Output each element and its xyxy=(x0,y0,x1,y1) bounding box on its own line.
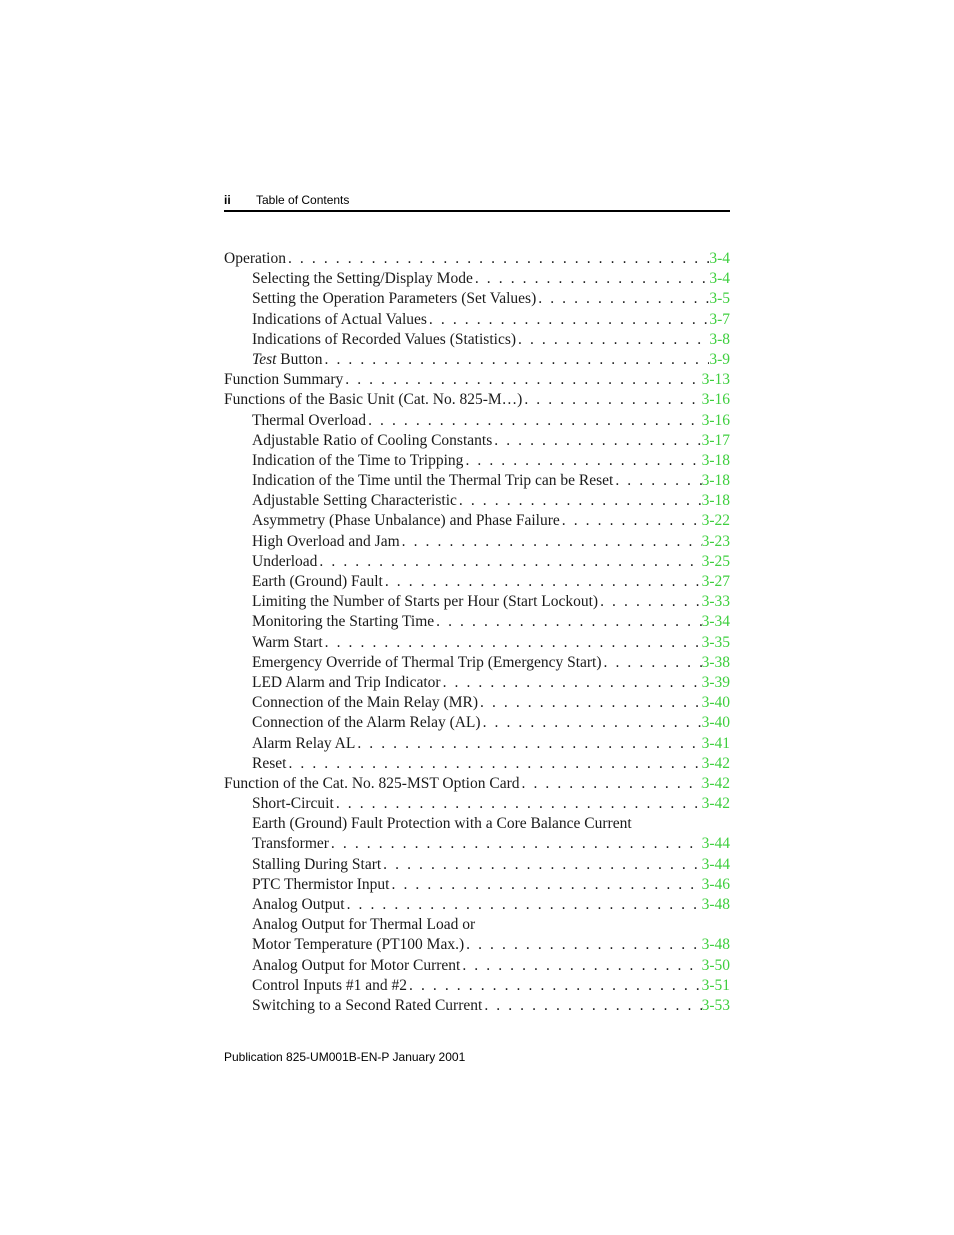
toc-page-link[interactable]: 3-7 xyxy=(709,310,730,328)
toc-page-link[interactable]: 3-17 xyxy=(701,431,730,449)
toc-entry[interactable] xyxy=(224,249,730,269)
dot-leader xyxy=(492,431,701,451)
toc-entry-title: PTC Thermistor Input xyxy=(252,875,390,893)
toc-page-link[interactable]: 3-44 xyxy=(701,855,730,873)
toc-entry[interactable] xyxy=(224,552,730,572)
toc-entry-title: Transformer xyxy=(252,835,329,853)
dot-leader xyxy=(473,269,709,289)
dot-leader xyxy=(317,552,701,572)
toc-entry-title: Stalling During Start xyxy=(252,855,382,873)
toc-page-link[interactable]: 3-53 xyxy=(701,996,730,1014)
toc-entry-title: Operation xyxy=(224,250,286,267)
toc-page-link[interactable]: 3-38 xyxy=(701,653,730,671)
toc-entry[interactable] xyxy=(224,532,730,552)
toc-entry-title: Motor Temperature (PT100 Max.) xyxy=(252,936,465,954)
toc-entry[interactable] xyxy=(224,471,730,491)
toc-entry-title: Function Summary xyxy=(224,371,344,389)
dot-leader xyxy=(481,713,702,733)
toc-entry[interactable] xyxy=(224,834,730,854)
toc-entry xyxy=(224,915,730,935)
dot-leader xyxy=(434,612,701,632)
toc-entry-title: Adjustable Setting Characteristic xyxy=(252,492,457,510)
toc-entry[interactable] xyxy=(224,572,730,592)
toc-entry-title: Thermal Overload xyxy=(252,411,367,429)
toc-entry[interactable] xyxy=(224,693,730,713)
toc-page-link[interactable]: 3-35 xyxy=(701,633,730,651)
toc-entry-title: Adjustable Ratio of Cooling Constants xyxy=(252,431,493,449)
toc-entry[interactable] xyxy=(224,431,730,451)
toc-entry[interactable] xyxy=(224,734,730,754)
toc-entry[interactable] xyxy=(224,713,730,733)
toc-entry-title: Switching to a Second Rated Current xyxy=(252,996,483,1014)
toc-entry-title: Indication of the Time to Tripping xyxy=(252,451,464,469)
toc-entry-title: Connection of the Main Relay (MR) xyxy=(252,694,478,712)
dot-leader xyxy=(400,532,702,552)
dot-leader xyxy=(478,693,702,713)
toc-entry-title-italic: Test xyxy=(252,350,277,368)
toc-entry-title: Indications of Actual Values xyxy=(252,310,427,328)
toc-entry[interactable] xyxy=(224,390,730,410)
toc-page-link[interactable]: 3-51 xyxy=(701,976,730,994)
toc-page-link[interactable]: 3-39 xyxy=(701,673,730,691)
toc-page-link[interactable]: 3-9 xyxy=(709,350,730,368)
toc-page-link[interactable]: 3-42 xyxy=(701,795,730,813)
toc-entry[interactable] xyxy=(224,491,730,511)
dot-leader xyxy=(355,734,701,754)
toc-entry[interactable] xyxy=(224,511,730,531)
toc-entry[interactable] xyxy=(224,269,730,289)
toc-page-link[interactable]: 3-34 xyxy=(701,613,730,631)
toc-entry[interactable] xyxy=(224,653,730,673)
toc-entry[interactable] xyxy=(224,976,730,996)
toc-page-link[interactable]: 3-8 xyxy=(709,330,730,348)
toc-entry[interactable] xyxy=(224,673,730,693)
toc-page-link[interactable]: 3-48 xyxy=(701,936,730,954)
dot-leader xyxy=(345,895,702,915)
toc-entry-title: Limiting the Number of Starts per Hour (Start Lockout) xyxy=(252,593,599,611)
toc-entry[interactable] xyxy=(224,774,730,794)
toc-entry-title xyxy=(252,350,323,370)
dot-leader xyxy=(516,330,709,350)
toc-entry-title: LED Alarm and Trip Indicator xyxy=(252,673,441,691)
dot-leader xyxy=(323,350,710,370)
toc-entry[interactable] xyxy=(224,370,730,390)
dot-leader xyxy=(482,996,701,1016)
toc-page-link[interactable]: 3-4 xyxy=(709,270,730,288)
toc-page-link[interactable]: 3-42 xyxy=(701,774,730,792)
toc-entry[interactable] xyxy=(224,612,730,632)
toc-entry-title: Analog Output for Motor Current xyxy=(252,956,461,974)
toc-entry[interactable] xyxy=(224,794,730,814)
toc-page-link[interactable]: 3-40 xyxy=(701,694,730,712)
toc-entry[interactable] xyxy=(224,895,730,915)
toc-entry-title: Warm Start xyxy=(252,633,323,651)
toc-entry-title: Indication of the Time until the Thermal Trip can be Reset xyxy=(252,472,614,490)
toc-entry-title: Selecting the Setting/Display Mode xyxy=(252,270,473,288)
toc-entry-title: Connection of the Alarm Relay (AL) xyxy=(252,714,481,732)
toc-page-link[interactable]: 3-16 xyxy=(701,411,730,429)
dot-leader xyxy=(463,451,701,471)
toc-page-link[interactable]: 3-50 xyxy=(701,956,730,974)
toc-entry-title: Asymmetry (Phase Unbalance) and Phase Failure xyxy=(252,512,560,530)
toc-entry[interactable] xyxy=(224,592,730,612)
toc-entry[interactable] xyxy=(224,330,730,350)
toc-page-link[interactable]: 3-48 xyxy=(701,896,730,913)
toc-entry[interactable] xyxy=(224,996,730,1016)
dot-leader xyxy=(441,673,702,693)
toc-page-link[interactable]: 3-46 xyxy=(701,875,730,893)
toc-page-link[interactable]: 3-18 xyxy=(701,492,730,510)
dot-leader xyxy=(390,875,702,895)
dot-leader xyxy=(343,370,701,390)
toc-page-link[interactable]: 3-42 xyxy=(701,754,730,772)
dot-leader xyxy=(383,572,702,592)
dot-leader xyxy=(286,754,701,774)
toc-page-link[interactable]: 3-33 xyxy=(701,593,730,611)
toc-entry-title: Alarm Relay AL xyxy=(252,734,356,752)
dot-leader xyxy=(334,794,702,814)
dot-leader xyxy=(598,592,701,612)
toc-page-link[interactable]: 3-22 xyxy=(701,512,730,530)
page-header xyxy=(224,191,730,212)
header-title: Table of Contents xyxy=(256,193,350,207)
toc-page-link[interactable]: 3-4 xyxy=(709,250,730,267)
toc-page-link[interactable]: 3-13 xyxy=(701,371,730,389)
dot-leader xyxy=(536,289,709,309)
toc-page-link[interactable]: 3-23 xyxy=(701,532,730,550)
toc-entry[interactable] xyxy=(224,310,730,330)
table-of-contents xyxy=(224,249,730,1016)
toc-page-link[interactable]: 3-27 xyxy=(701,573,730,590)
toc-page-link[interactable]: 3-40 xyxy=(701,714,730,732)
footer-publication: Publication 825-UM001B-EN-P January 2001 xyxy=(224,1050,466,1064)
dot-leader xyxy=(286,249,709,269)
toc-page-link[interactable]: 3-5 xyxy=(709,290,730,308)
toc-entry-title: Short-Circuit xyxy=(252,795,334,813)
toc-entry[interactable] xyxy=(224,289,730,309)
dot-leader xyxy=(464,935,701,955)
dot-leader xyxy=(407,976,702,996)
toc-page-link[interactable]: 3-44 xyxy=(701,835,730,853)
dot-leader xyxy=(329,834,702,854)
toc-entry[interactable] xyxy=(224,411,730,431)
dot-leader xyxy=(323,633,702,653)
dot-leader xyxy=(427,310,709,330)
toc-entry[interactable] xyxy=(224,855,730,875)
dot-leader xyxy=(366,411,702,431)
dot-leader xyxy=(602,653,702,673)
toc-page-link[interactable]: 3-18 xyxy=(701,451,730,469)
toc-entry[interactable] xyxy=(224,956,730,976)
dot-leader xyxy=(522,390,701,410)
toc-entry[interactable] xyxy=(224,350,730,370)
toc-entry-title: Emergency Override of Thermal Trip (Emergency Start) xyxy=(252,653,602,671)
dot-leader xyxy=(381,855,701,875)
toc-entry-title: Function of the Cat. No. 825-MST Option Card xyxy=(224,774,520,792)
toc-entry xyxy=(224,814,730,834)
toc-entry-title: Underload xyxy=(252,552,318,570)
toc-entry[interactable] xyxy=(224,451,730,471)
toc-entry-title: Setting the Operation Parameters (Set Values) xyxy=(252,290,537,308)
dot-leader xyxy=(457,491,702,511)
toc-entry-title: High Overload and Jam xyxy=(252,532,400,550)
toc-entry-title: Monitoring the Starting Time xyxy=(252,613,435,631)
toc-entry-title: Analog Output for Thermal Load or xyxy=(252,916,476,934)
toc-entry-title: Reset xyxy=(252,754,287,772)
toc-page-link[interactable]: 3-18 xyxy=(701,472,730,490)
toc-entry[interactable] xyxy=(224,633,730,653)
toc-entry-title: Analog Output xyxy=(252,896,345,913)
toc-entry[interactable] xyxy=(224,875,730,895)
toc-page-link[interactable]: 3-41 xyxy=(701,734,730,752)
toc-entry-title: Earth (Ground) Fault xyxy=(252,573,383,590)
dot-leader xyxy=(613,471,701,491)
toc-entry[interactable] xyxy=(224,935,730,955)
toc-entry-title: Functions of the Basic Unit (Cat. No. 825-M…) xyxy=(224,391,523,409)
toc-page-link[interactable]: 3-16 xyxy=(701,391,730,409)
toc-entry-title: Control Inputs #1 and #2 xyxy=(252,976,407,994)
toc-entry-title: Earth (Ground) Fault Protection with a Core Balance Current xyxy=(252,815,632,833)
dot-leader xyxy=(520,774,702,794)
toc-entry-title-rest: Button xyxy=(276,350,323,368)
toc-entry[interactable] xyxy=(224,754,730,774)
dot-leader xyxy=(460,956,701,976)
toc-entry-title: Indications of Recorded Values (Statistics) xyxy=(252,330,517,348)
toc-page-link[interactable]: 3-25 xyxy=(701,552,730,570)
dot-leader xyxy=(560,511,702,531)
page-number: ii xyxy=(224,193,231,207)
